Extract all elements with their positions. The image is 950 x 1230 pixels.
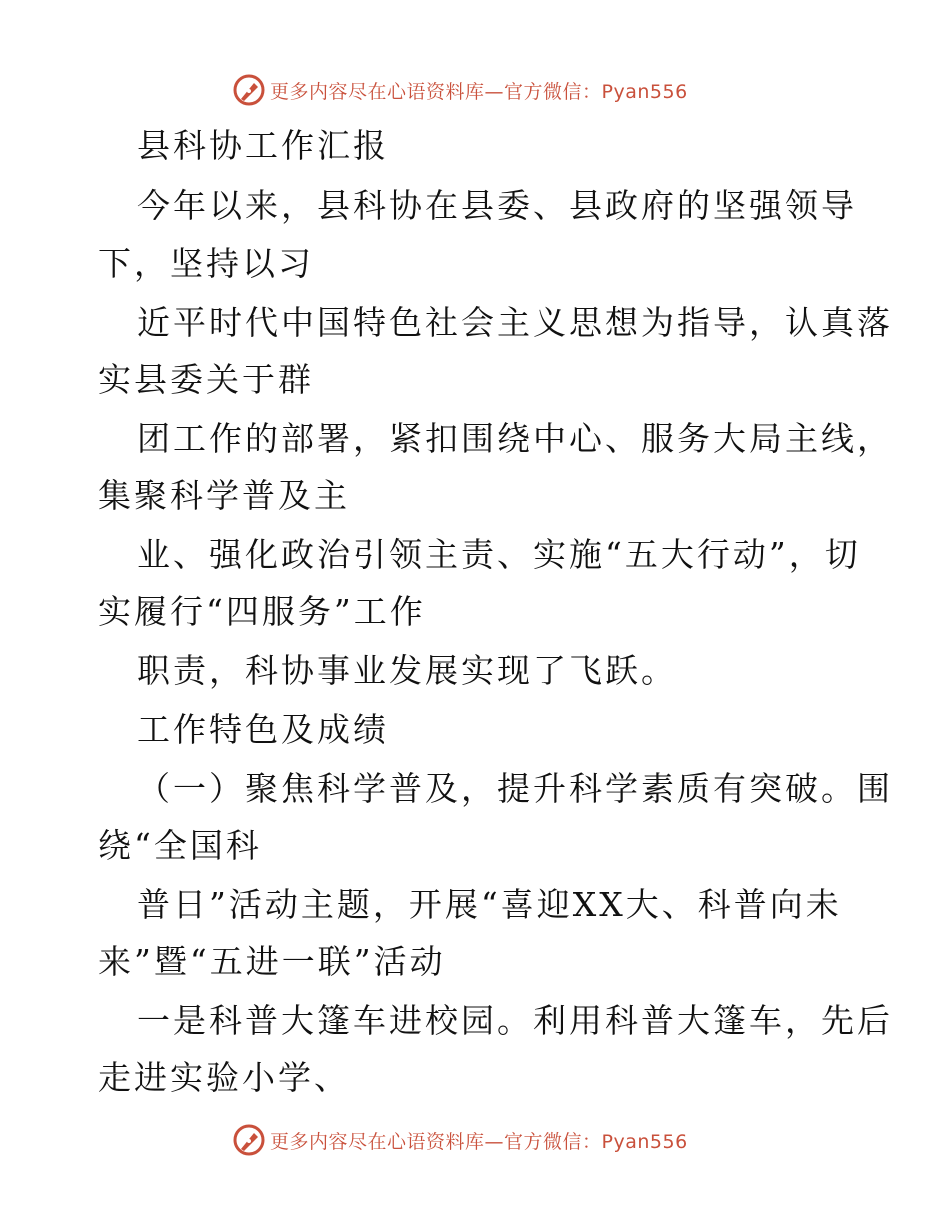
paragraph-line: 职责，科协事业发展实现了飞跃。 — [137, 651, 677, 690]
paragraph-line: （一）聚焦科学普及，提升科学素质有突破。围 — [137, 769, 893, 808]
paragraph-line: 团工作的部署，紧扣围绕中心、服务大局主线， — [137, 419, 893, 458]
paragraph-line: 实县委关于群 — [98, 360, 314, 399]
paragraph-line: 普日”活动主题，开展“喜迎XX大、科普向未 — [137, 885, 842, 924]
paragraph-line: 实履行“四服务”工作 — [98, 592, 426, 631]
footer-watermark — [232, 1122, 712, 1158]
watermark-text: 更多内容尽在心语资料库—官方微信：Pyan556 — [270, 1130, 688, 1153]
pen-nib-circle-icon — [232, 73, 266, 107]
pen-nib-circle-icon — [232, 1123, 266, 1157]
watermark-text: 更多内容尽在心语资料库—官方微信：Pyan556 — [270, 80, 688, 103]
document-title: 县科协工作汇报 — [137, 126, 389, 165]
paragraph-line: 业、强化政治引领主责、实施“五大行动”，切 — [137, 535, 861, 574]
paragraph-line: 来”暨“五进一联”活动 — [98, 942, 446, 981]
header-watermark — [232, 72, 712, 108]
paragraph-line: 近平时代中国特色社会主义思想为指导，认真落 — [137, 303, 893, 342]
paragraph-line: 今年以来，县科协在县委、县政府的坚强领导 — [137, 186, 857, 225]
paragraph-line: 一是科普大篷车进校园。利用科普大篷车，先后 — [137, 1001, 893, 1040]
paragraph-line: 绕“全国科 — [98, 826, 262, 865]
section-heading: 工作特色及成绩 — [137, 710, 389, 749]
paragraph-line: 集聚科学普及主 — [98, 476, 350, 515]
paragraph-line: 下，坚持以习 — [98, 244, 314, 283]
paragraph-line: 走进实验小学、 — [98, 1058, 350, 1097]
